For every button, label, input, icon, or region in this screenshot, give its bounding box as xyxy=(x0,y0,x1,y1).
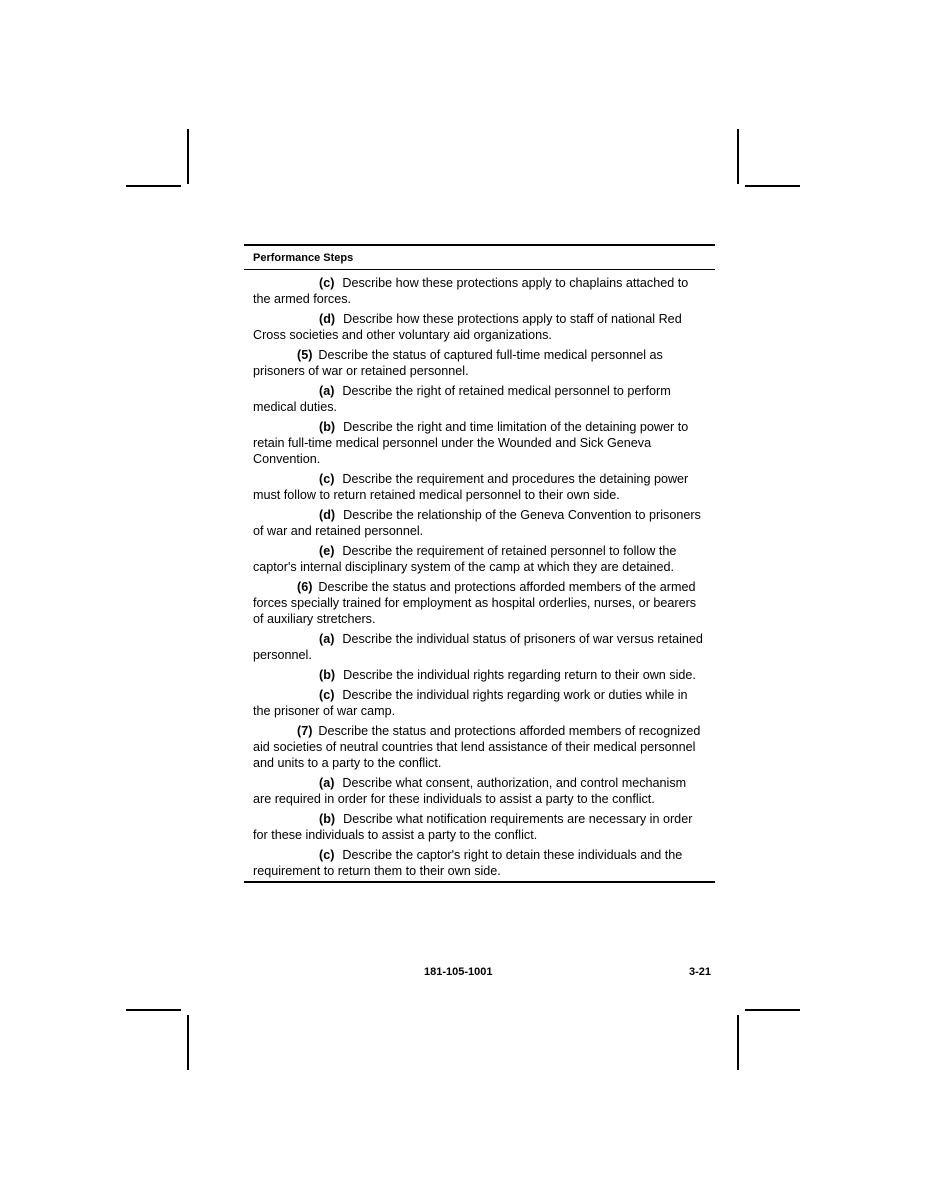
step-item xyxy=(253,507,706,539)
crop-mark-top-left-vertical xyxy=(187,129,189,184)
step-item xyxy=(253,543,706,575)
step-marker: (b) xyxy=(319,420,336,434)
step-text: Describe the status and protections afforded members of recognized aid societies of neutral countries that lend assistance of their medical personnel and units to a party to the conflict. xyxy=(253,724,701,770)
performance-steps-table xyxy=(244,244,715,883)
step-marker: (d) xyxy=(319,312,336,326)
step-item xyxy=(253,631,706,663)
step-text: Describe the status of captured full-time medical personnel as prisoners of war or retained personnel. xyxy=(253,348,663,378)
step-item xyxy=(253,471,706,503)
step-text: Describe how these protections apply to staff of national Red Cross societies and other voluntary aid organizations. xyxy=(253,312,682,342)
step-text: Describe the right of retained medical personnel to perform medical duties. xyxy=(253,384,671,414)
crop-mark-top-right-horizontal xyxy=(745,185,800,187)
table-header xyxy=(244,246,715,269)
step-marker: (c) xyxy=(319,472,335,486)
steps-list xyxy=(244,270,715,879)
step-item xyxy=(253,667,706,683)
page-number: 3-21 xyxy=(688,966,711,978)
step-marker: (5) xyxy=(297,348,313,362)
crop-mark-top-right-vertical xyxy=(737,129,739,184)
step-marker: (c) xyxy=(319,276,335,290)
step-text: Describe the status and protections afforded members of the armed forces specially trained for employment as hospital orderlies, nurses, or bearers of auxiliary stretchers. xyxy=(253,580,697,626)
step-item xyxy=(253,847,706,879)
step-marker: (6) xyxy=(297,580,313,594)
step-marker: (c) xyxy=(319,688,335,702)
step-item xyxy=(253,347,706,379)
table-header-title: Performance Steps xyxy=(253,251,354,264)
step-text: Describe how these protections apply to chaplains attached to the armed forces. xyxy=(253,276,689,306)
table-bottom-rule xyxy=(244,881,715,883)
step-item xyxy=(253,579,706,627)
step-marker: (a) xyxy=(319,776,335,790)
step-text: Describe the individual status of prisoners of war versus retained personnel. xyxy=(253,632,703,662)
step-item xyxy=(253,811,706,843)
crop-mark-top-left-horizontal xyxy=(126,185,181,187)
step-text: Describe the individual rights regarding work or duties while in the prisoner of war camp. xyxy=(253,688,688,718)
step-item xyxy=(253,723,706,771)
step-marker: (d) xyxy=(319,508,336,522)
step-item xyxy=(253,311,706,343)
step-marker: (e) xyxy=(319,544,335,558)
step-text: Describe the requirement of retained personnel to follow the captor's internal disciplinary system of the camp at which they are detained. xyxy=(253,544,677,574)
step-marker: (7) xyxy=(297,724,313,738)
step-text: Describe the requirement and procedures the detaining power must follow to return retained medical personnel to their own side. xyxy=(253,472,689,502)
step-text: Describe the captor's right to detain these individuals and the requirement to return them to their own side. xyxy=(253,848,683,878)
step-marker: (b) xyxy=(319,812,336,826)
step-text: Describe the relationship of the Geneva Convention to prisoners of war and retained personnel. xyxy=(253,508,701,538)
step-item xyxy=(253,687,706,719)
step-item xyxy=(253,383,706,415)
document-number: 181-105-1001 xyxy=(424,966,493,978)
crop-mark-bottom-left-vertical xyxy=(187,1015,189,1070)
step-text: Describe what notification requirements are necessary in order for these individuals to assist a party to the conflict. xyxy=(253,812,693,842)
step-marker: (a) xyxy=(319,384,335,398)
step-item xyxy=(253,419,706,467)
step-item xyxy=(253,275,706,307)
crop-mark-bottom-right-vertical xyxy=(737,1015,739,1070)
step-item xyxy=(253,775,706,807)
crop-mark-bottom-right-horizontal xyxy=(745,1009,800,1011)
step-text: Describe the individual rights regarding return to their own side. xyxy=(343,668,696,682)
step-marker: (c) xyxy=(319,848,335,862)
step-text: Describe the right and time limitation of the detaining power to retain full-time medical personnel under the Wounded and Sick Geneva Convention. xyxy=(253,420,689,466)
step-marker: (a) xyxy=(319,632,335,646)
step-marker: (b) xyxy=(319,668,336,682)
step-text: Describe what consent, authorization, and control mechanism are required in order for these individuals to assist a party to the conflict. xyxy=(253,776,687,806)
crop-mark-bottom-left-horizontal xyxy=(126,1009,181,1011)
